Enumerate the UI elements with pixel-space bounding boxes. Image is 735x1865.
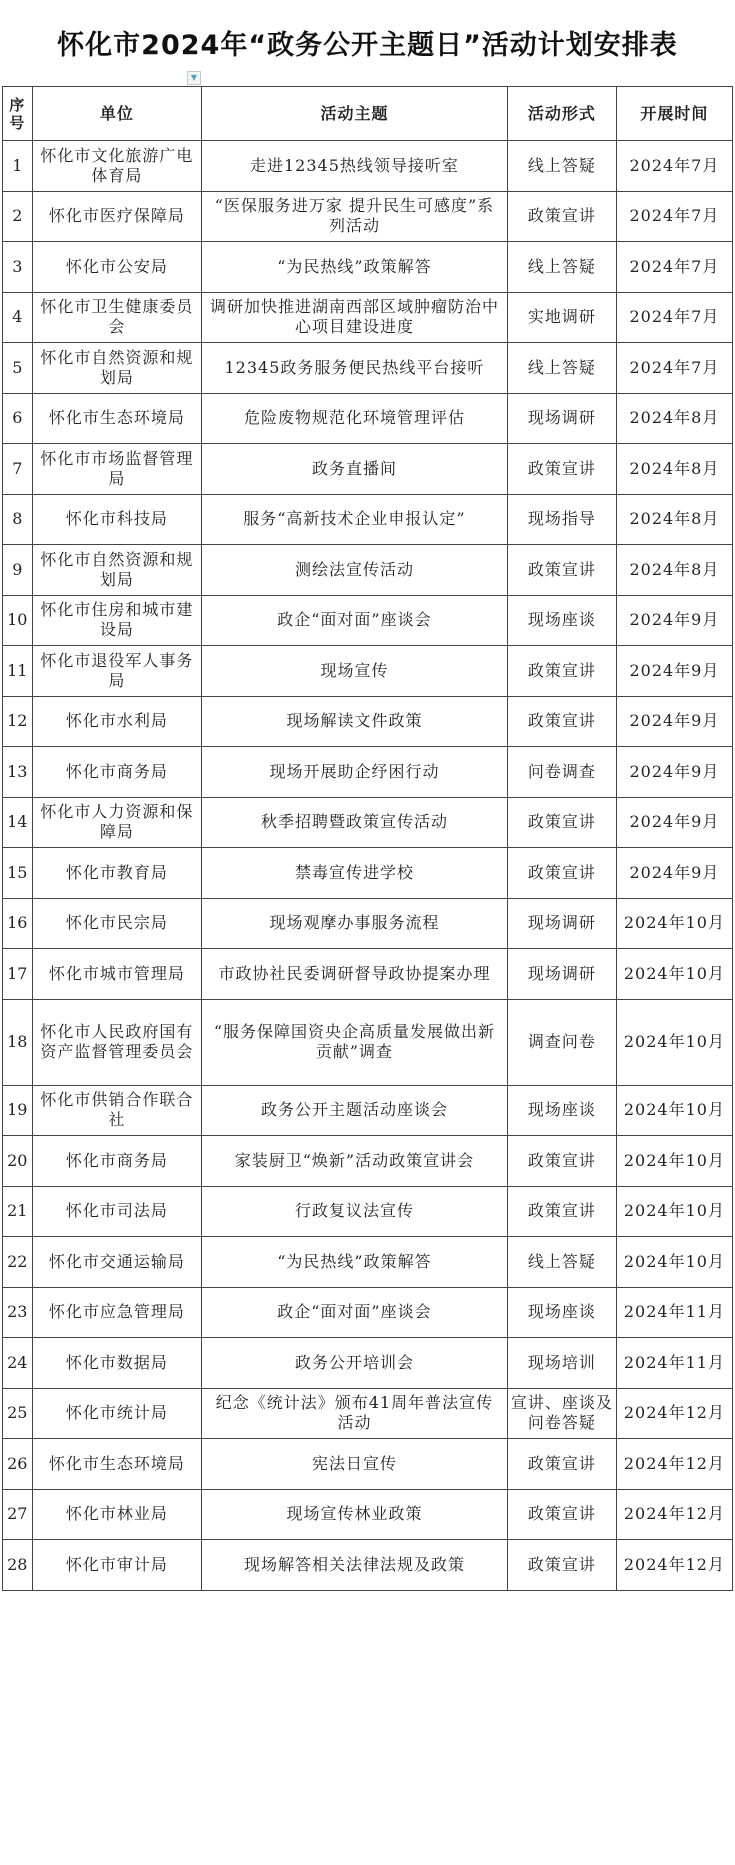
row-number-cell[interactable]: 20	[3, 1136, 33, 1187]
row-number-cell[interactable]: 8	[3, 494, 33, 545]
time-cell[interactable]: 2024年12月	[616, 1388, 732, 1439]
unit-cell[interactable]: 怀化市司法局	[32, 1186, 201, 1237]
form-cell[interactable]: 政策宣讲	[507, 797, 616, 848]
topic-cell[interactable]: 危险废物规范化环境管理评估	[202, 393, 508, 444]
form-cell[interactable]: 政策宣讲	[507, 1136, 616, 1187]
unit-cell[interactable]: 怀化市市场监督管理局	[32, 444, 201, 495]
time-cell[interactable]: 2024年10月	[616, 1136, 732, 1187]
dropdown-arrow-icon[interactable]: ▼	[187, 71, 201, 85]
topic-cell[interactable]: 行政复议法宣传	[202, 1186, 508, 1237]
unit-cell[interactable]: 怀化市数据局	[32, 1338, 201, 1389]
form-cell[interactable]: 政策宣讲	[507, 444, 616, 495]
form-cell[interactable]: 调查问卷	[507, 999, 616, 1085]
time-cell[interactable]: 2024年7月	[616, 191, 732, 242]
table-row	[3, 949, 733, 1000]
form-cell[interactable]: 政策宣讲	[507, 1540, 616, 1591]
topic-cell[interactable]: 12345政务服务便民热线平台接听	[202, 343, 508, 394]
form-cell[interactable]: 政策宣讲	[507, 646, 616, 697]
unit-cell[interactable]: 怀化市住房和城市建设局	[32, 595, 201, 646]
table-row	[3, 747, 733, 798]
table-row	[3, 848, 733, 899]
topic-cell[interactable]: 宪法日宣传	[202, 1439, 508, 1490]
time-cell[interactable]: 2024年10月	[616, 999, 732, 1085]
table-body	[3, 141, 733, 1591]
time-cell[interactable]: 2024年9月	[616, 797, 732, 848]
form-cell[interactable]: 现场培训	[507, 1338, 616, 1389]
time-cell[interactable]: 2024年8月	[616, 494, 732, 545]
row-number-cell[interactable]: 6	[3, 393, 33, 444]
topic-cell[interactable]: 政务公开培训会	[202, 1338, 508, 1389]
topic-cell[interactable]: 政企“面对面”座谈会	[202, 1287, 508, 1338]
table-row	[3, 191, 733, 242]
topic-cell[interactable]: 政企“面对面”座谈会	[202, 595, 508, 646]
topic-cell[interactable]: 现场宣传	[202, 646, 508, 697]
row-number-cell[interactable]: 10	[3, 595, 33, 646]
time-cell[interactable]: 2024年8月	[616, 444, 732, 495]
row-number-cell[interactable]: 13	[3, 747, 33, 798]
form-cell[interactable]: 政策宣讲	[507, 848, 616, 899]
table-row	[3, 343, 733, 394]
form-cell[interactable]: 宣讲、座谈及问卷答疑	[507, 1388, 616, 1439]
row-number-cell[interactable]: 4	[3, 292, 33, 343]
form-cell[interactable]: 问卷调查	[507, 747, 616, 798]
unit-cell[interactable]: 怀化市商务局	[32, 747, 201, 798]
form-cell[interactable]: 线上答疑	[507, 1237, 616, 1288]
unit-cell[interactable]: 怀化市交通运输局	[32, 1237, 201, 1288]
time-cell[interactable]: 2024年11月	[616, 1287, 732, 1338]
time-cell[interactable]: 2024年8月	[616, 393, 732, 444]
table-row	[3, 292, 733, 343]
topic-cell[interactable]: 现场解读文件政策	[202, 696, 508, 747]
topic-cell[interactable]: 调研加快推进湖南西部区域肿瘤防治中心项目建设进度	[202, 292, 508, 343]
topic-cell[interactable]: 家装厨卫“焕新”活动政策宣讲会	[202, 1136, 508, 1187]
table-row	[3, 545, 733, 596]
topic-cell[interactable]: 服务“高新技术企业申报认定”	[202, 494, 508, 545]
table-row	[3, 696, 733, 747]
form-cell[interactable]: 政策宣讲	[507, 191, 616, 242]
column-header-topic: 活动主题	[202, 87, 508, 141]
unit-cell[interactable]: 怀化市人力资源和保障局	[32, 797, 201, 848]
row-number-cell[interactable]: 21	[3, 1186, 33, 1237]
row-number-cell[interactable]: 18	[3, 999, 33, 1085]
unit-cell[interactable]: 怀化市城市管理局	[32, 949, 201, 1000]
time-cell[interactable]: 2024年10月	[616, 898, 732, 949]
table-row	[3, 898, 733, 949]
row-number-cell[interactable]: 2	[3, 191, 33, 242]
row-number-cell[interactable]: 27	[3, 1489, 33, 1540]
form-cell[interactable]: 政策宣讲	[507, 696, 616, 747]
time-cell[interactable]: 2024年7月	[616, 292, 732, 343]
unit-cell[interactable]: 怀化市商务局	[32, 1136, 201, 1187]
topic-cell[interactable]: “为民热线”政策解答	[202, 1237, 508, 1288]
unit-cell[interactable]: 怀化市科技局	[32, 494, 201, 545]
unit-cell[interactable]: 怀化市应急管理局	[32, 1287, 201, 1338]
row-number-cell[interactable]: 12	[3, 696, 33, 747]
time-cell[interactable]: 2024年9月	[616, 696, 732, 747]
time-cell[interactable]: 2024年9月	[616, 646, 732, 697]
table-row	[3, 595, 733, 646]
table-row	[3, 1439, 733, 1490]
time-cell[interactable]: 2024年9月	[616, 747, 732, 798]
form-cell[interactable]: 现场座谈	[507, 1085, 616, 1136]
row-number-cell[interactable]: 9	[3, 545, 33, 596]
row-number-cell[interactable]: 25	[3, 1388, 33, 1439]
table-row	[3, 141, 733, 192]
time-cell[interactable]: 2024年12月	[616, 1540, 732, 1591]
topic-cell[interactable]: 现场开展助企纾困行动	[202, 747, 508, 798]
unit-cell[interactable]: 怀化市供销合作联合社	[32, 1085, 201, 1136]
row-number-cell[interactable]: 17	[3, 949, 33, 1000]
topic-cell[interactable]: 秋季招聘暨政策宣传活动	[202, 797, 508, 848]
table-row	[3, 242, 733, 293]
unit-cell[interactable]: 怀化市退役军人事务局	[32, 646, 201, 697]
unit-cell[interactable]: 怀化市统计局	[32, 1388, 201, 1439]
form-cell[interactable]: 政策宣讲	[507, 1439, 616, 1490]
unit-cell[interactable]: 怀化市文化旅游广电体育局	[32, 141, 201, 192]
column-header-unit: 单位	[32, 87, 201, 141]
topic-cell[interactable]: 现场解答相关法律法规及政策	[202, 1540, 508, 1591]
table-row	[3, 1287, 733, 1338]
topic-cell[interactable]: 走进12345热线领导接听室	[202, 141, 508, 192]
unit-cell[interactable]: 怀化市生态环境局	[32, 393, 201, 444]
time-cell[interactable]: 2024年12月	[616, 1489, 732, 1540]
unit-cell[interactable]: 怀化市公安局	[32, 242, 201, 293]
row-number-cell[interactable]: 15	[3, 848, 33, 899]
topic-cell[interactable]: “服务保障国资央企高质量发展做出新贡献”调查	[202, 999, 508, 1085]
table-row	[3, 646, 733, 697]
table-row	[3, 1085, 733, 1136]
row-number-cell[interactable]: 14	[3, 797, 33, 848]
time-cell[interactable]: 2024年9月	[616, 848, 732, 899]
row-number-cell[interactable]: 7	[3, 444, 33, 495]
unit-cell[interactable]: 怀化市自然资源和规划局	[32, 545, 201, 596]
row-number-cell[interactable]: 19	[3, 1085, 33, 1136]
form-cell[interactable]: 实地调研	[507, 292, 616, 343]
table-row	[3, 797, 733, 848]
table-row	[3, 494, 733, 545]
table-row	[3, 444, 733, 495]
table-row	[3, 1489, 733, 1540]
time-cell[interactable]: 2024年11月	[616, 1338, 732, 1389]
form-cell[interactable]: 现场指导	[507, 494, 616, 545]
activity-schedule-table	[2, 86, 733, 1591]
form-cell[interactable]: 政策宣讲	[507, 1186, 616, 1237]
form-cell[interactable]: 现场调研	[507, 393, 616, 444]
table-row	[3, 393, 733, 444]
topic-cell[interactable]: 市政协社民委调研督导政协提案办理	[202, 949, 508, 1000]
form-cell[interactable]: 现场调研	[507, 898, 616, 949]
time-cell[interactable]: 2024年8月	[616, 545, 732, 596]
time-cell[interactable]: 2024年9月	[616, 595, 732, 646]
column-header-time: 开展时间	[616, 87, 732, 141]
table-row	[3, 1338, 733, 1389]
unit-cell[interactable]: 怀化市生态环境局	[32, 1439, 201, 1490]
table-row	[3, 1136, 733, 1187]
table-header-row	[3, 87, 733, 141]
unit-cell[interactable]: 怀化市林业局	[32, 1489, 201, 1540]
row-number-cell[interactable]: 22	[3, 1237, 33, 1288]
unit-cell[interactable]: 怀化市卫生健康委员会	[32, 292, 201, 343]
form-cell[interactable]: 线上答疑	[507, 141, 616, 192]
row-number-cell[interactable]: 16	[3, 898, 33, 949]
topic-cell[interactable]: “为民热线”政策解答	[202, 242, 508, 293]
time-cell[interactable]: 2024年12月	[616, 1439, 732, 1490]
form-cell[interactable]: 现场座谈	[507, 1287, 616, 1338]
form-cell[interactable]: 现场调研	[507, 949, 616, 1000]
topic-cell[interactable]: 政务公开主题活动座谈会	[202, 1085, 508, 1136]
unit-cell[interactable]: 怀化市教育局	[32, 848, 201, 899]
time-cell[interactable]: 2024年10月	[616, 1186, 732, 1237]
table-row	[3, 1388, 733, 1439]
row-number-cell[interactable]: 23	[3, 1287, 33, 1338]
row-number-cell[interactable]: 3	[3, 242, 33, 293]
unit-cell[interactable]: 怀化市审计局	[32, 1540, 201, 1591]
unit-cell[interactable]: 怀化市医疗保障局	[32, 191, 201, 242]
column-header-no: 序号	[3, 87, 33, 141]
form-cell[interactable]: 线上答疑	[507, 343, 616, 394]
topic-cell[interactable]: 现场观摩办事服务流程	[202, 898, 508, 949]
form-cell[interactable]: 政策宣讲	[507, 1489, 616, 1540]
row-number-cell[interactable]: 26	[3, 1439, 33, 1490]
topic-cell[interactable]: 政务直播间	[202, 444, 508, 495]
row-number-cell[interactable]: 5	[3, 343, 33, 394]
row-number-cell[interactable]: 1	[3, 141, 33, 192]
form-cell[interactable]: 现场座谈	[507, 595, 616, 646]
unit-cell[interactable]: 怀化市自然资源和规划局	[32, 343, 201, 394]
table-row	[3, 1540, 733, 1591]
row-number-cell[interactable]: 28	[3, 1540, 33, 1591]
topic-cell[interactable]: 纪念《统计法》颁布41周年普法宣传活动	[202, 1388, 508, 1439]
topic-cell[interactable]: “医保服务进万家 提升民生可感度”系列活动	[202, 191, 508, 242]
time-cell[interactable]: 2024年10月	[616, 1237, 732, 1288]
table-row	[3, 999, 733, 1085]
row-number-cell[interactable]: 11	[3, 646, 33, 697]
table-row	[3, 1237, 733, 1288]
form-cell[interactable]: 线上答疑	[507, 242, 616, 293]
time-cell[interactable]: 2024年10月	[616, 1085, 732, 1136]
time-cell[interactable]: 2024年7月	[616, 242, 732, 293]
column-header-form: 活动形式	[507, 87, 616, 141]
topic-cell[interactable]: 测绘法宣传活动	[202, 545, 508, 596]
topic-cell[interactable]: 现场宣传林业政策	[202, 1489, 508, 1540]
form-cell[interactable]: 政策宣讲	[507, 545, 616, 596]
page-title: 怀化市2024年“政务公开主题日”活动计划安排表	[57, 30, 678, 61]
table-row	[3, 1186, 733, 1237]
unit-cell[interactable]: 怀化市民宗局	[32, 898, 201, 949]
topic-cell[interactable]: 禁毒宣传进学校	[202, 848, 508, 899]
unit-cell[interactable]: 怀化市水利局	[32, 696, 201, 747]
time-cell[interactable]: 2024年7月	[616, 343, 732, 394]
row-number-cell[interactable]: 24	[3, 1338, 33, 1389]
time-cell[interactable]: 2024年7月	[616, 141, 732, 192]
unit-cell[interactable]: 怀化市人民政府国有资产监督管理委员会	[32, 999, 201, 1085]
time-cell[interactable]: 2024年10月	[616, 949, 732, 1000]
